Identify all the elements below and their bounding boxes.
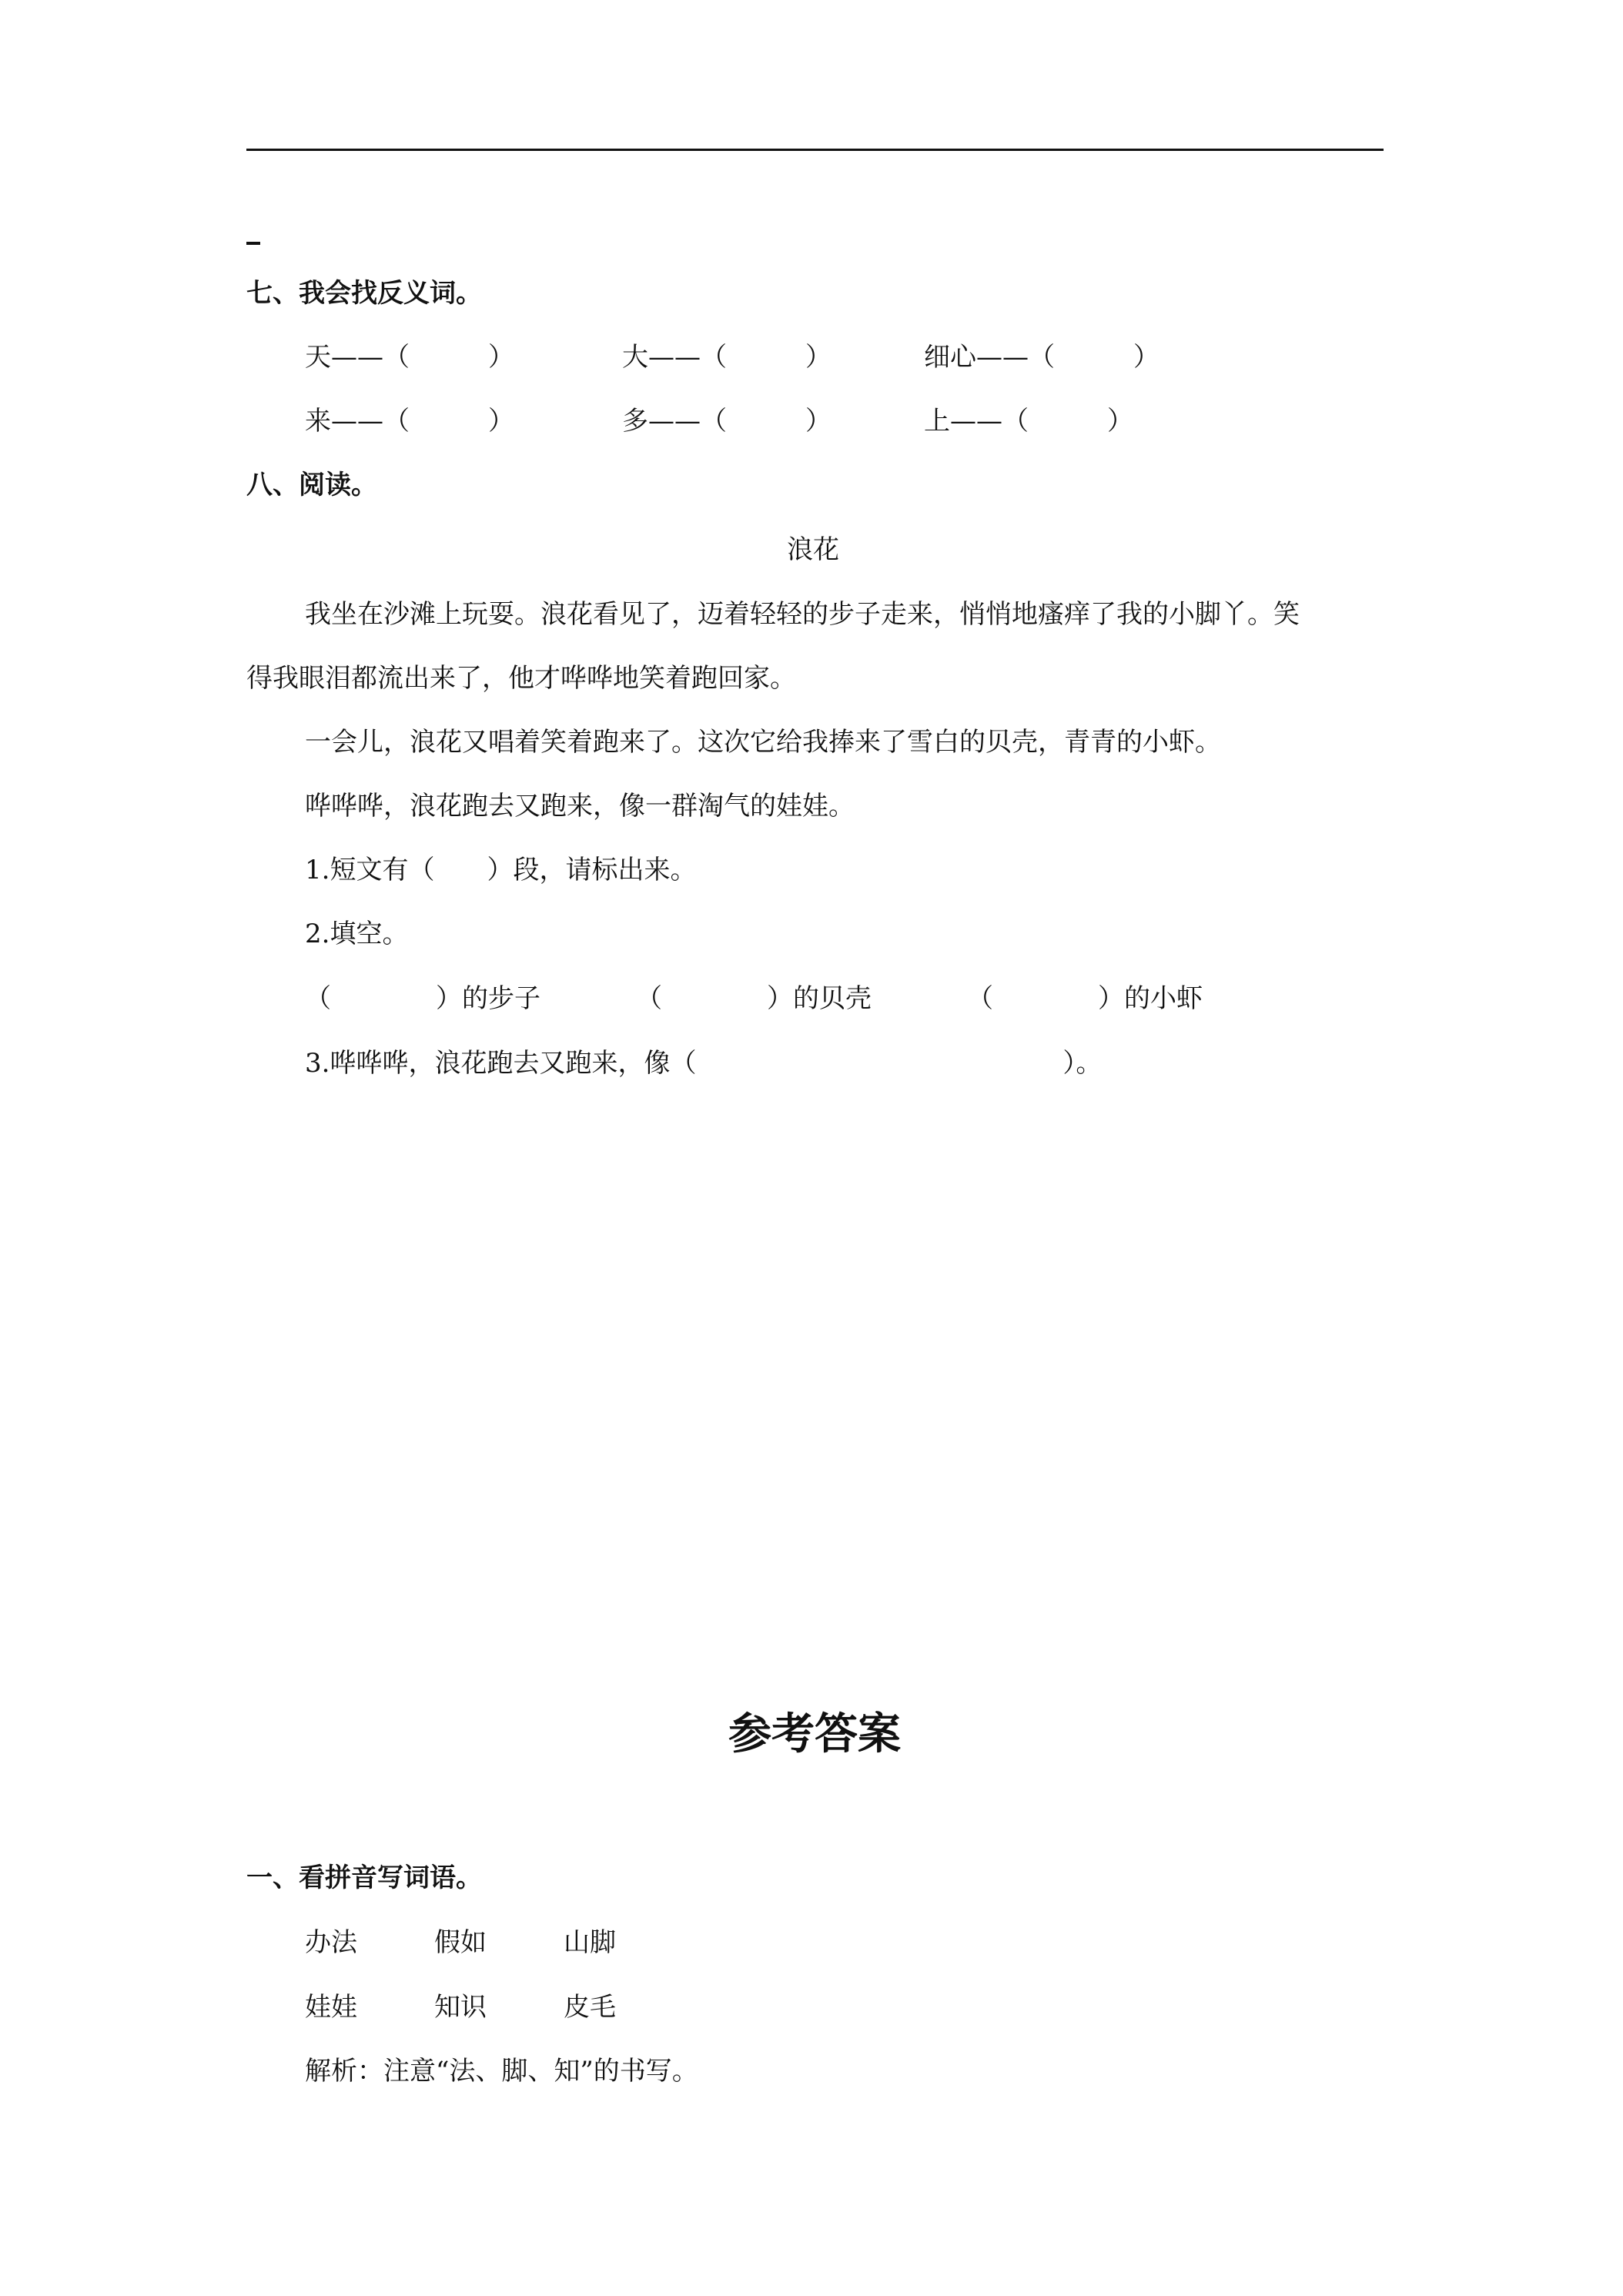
fill-blank-item: （ ）的步子 <box>305 983 540 1014</box>
question-3: 3.哗哗哗，浪花跑去又跑来，像（ ）。 <box>305 1048 1103 1079</box>
answer-note: 解析：注意“法、脚、知”的书写。 <box>305 2056 698 2087</box>
section-7-heading: 七、我会找反义词。 <box>246 278 482 309</box>
answers-title: 参考答案 <box>728 1709 901 1759</box>
antonym-item: 上——（ ） <box>924 406 1133 437</box>
fill-blank-item: （ ）的贝壳 <box>636 983 872 1014</box>
passage-paragraph-1-line-1: 我坐在沙滩上玩耍。浪花看见了，迈着轻轻的步子走来，悄悄地瘙痒了我的小脚丫。笑 <box>305 599 1300 630</box>
answer-word: 办法 <box>305 1927 357 1958</box>
top-rule <box>246 149 1384 151</box>
passage-title: 浪花 <box>787 534 839 565</box>
passage-paragraph-3: 哗哗哗，浪花跑去又跑来，像一群淘气的娃娃。 <box>305 791 855 822</box>
answer-word: 山脚 <box>564 1927 616 1958</box>
passage-paragraph-1-line-2: 得我眼泪都流出来了，他才哗哗地笑着跑回家。 <box>246 663 796 694</box>
passage-paragraph-2: 一会儿，浪花又唱着笑着跑来了。这次它给我捧来了雪白的贝壳，青青的小虾。 <box>305 727 1221 758</box>
answer-word: 假如 <box>434 1927 487 1958</box>
fill-blank-item: （ ）的小虾 <box>967 983 1203 1014</box>
answer-word: 知识 <box>434 1992 487 2023</box>
antonym-item: 来——（ ） <box>305 406 514 437</box>
answer-word: 娃娃 <box>305 1992 357 2023</box>
antonym-item: 细心——（ ） <box>924 342 1160 373</box>
antonym-item: 大——（ ） <box>622 342 832 373</box>
answers-section-1-heading: 一、看拼音写词语。 <box>246 1863 482 1893</box>
antonym-item: 多——（ ） <box>622 406 832 437</box>
stray-dash-mark <box>246 242 260 245</box>
answer-word: 皮毛 <box>564 1992 616 2023</box>
question-1: 1.短文有（ ）段，请标出来。 <box>305 855 697 885</box>
question-2: 2.填空。 <box>305 919 409 949</box>
section-8-heading: 八、阅读。 <box>246 470 377 500</box>
antonym-item: 天——（ ） <box>305 342 514 373</box>
